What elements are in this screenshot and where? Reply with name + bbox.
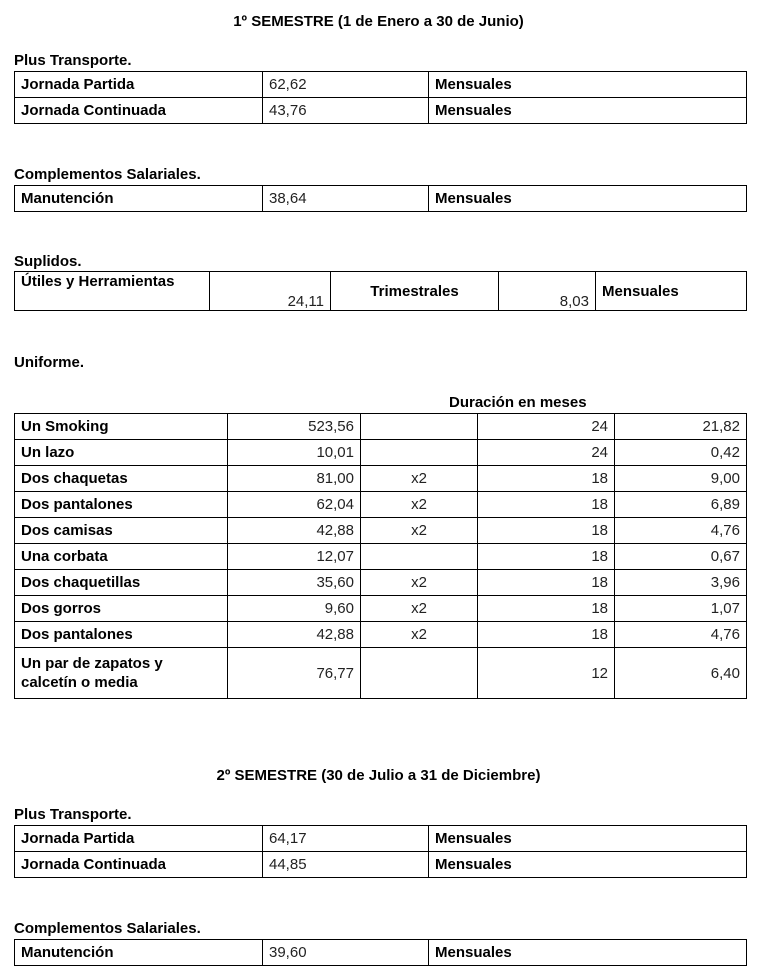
table-row [15, 518, 747, 544]
row-period-2: Mensuales [596, 272, 747, 311]
item-price: 76,77 [228, 648, 361, 699]
table-row [15, 570, 747, 596]
row-value: 64,17 [263, 826, 429, 852]
plus-transporte-table [14, 71, 747, 124]
item-months: 18 [478, 622, 615, 648]
item-price: 62,04 [228, 492, 361, 518]
row-label: Jornada Partida [15, 72, 263, 98]
item-monthly: 0,42 [615, 440, 747, 466]
item-monthly: 4,76 [615, 518, 747, 544]
row-period: Mensuales [429, 826, 747, 852]
item-quantity: x2 [361, 492, 478, 518]
table-row [15, 596, 747, 622]
plus-transporte-heading: Plus Transporte. [14, 52, 132, 69]
row-period-1: Trimestrales [331, 272, 499, 311]
item-months: 18 [478, 596, 615, 622]
item-quantity [361, 648, 478, 699]
row-value: 44,85 [263, 852, 429, 878]
row-label: Manutención [15, 186, 263, 212]
item-name: Dos chaquetas [15, 466, 228, 492]
row-value: 43,76 [263, 98, 429, 124]
table-row [15, 492, 747, 518]
uniforme-heading: Uniforme. [14, 354, 85, 371]
row-period: Mensuales [429, 72, 747, 98]
row-period: Mensuales [429, 98, 747, 124]
item-months: 18 [478, 466, 615, 492]
item-name: Una corbata [15, 544, 228, 570]
item-months: 12 [478, 648, 615, 699]
complementos-heading-2: Complementos Salariales. [14, 920, 201, 937]
table-row [15, 440, 747, 466]
item-months: 18 [478, 544, 615, 570]
table-row [15, 72, 747, 98]
item-name: Dos chaquetillas [15, 570, 228, 596]
item-monthly: 9,00 [615, 466, 747, 492]
item-monthly: 0,67 [615, 544, 747, 570]
item-months: 18 [478, 518, 615, 544]
item-quantity: x2 [361, 518, 478, 544]
row-value: 38,64 [263, 186, 429, 212]
item-name: Un par de zapatos y calcetín o media [15, 648, 228, 699]
item-monthly: 1,07 [615, 596, 747, 622]
semester2-title: 2º SEMESTRE (30 de Julio a 31 de Diciembre) [216, 767, 541, 784]
complementos-heading: Complementos Salariales. [14, 166, 201, 183]
suplidos-table [14, 271, 747, 311]
uniforme-table [14, 413, 747, 699]
item-months: 18 [478, 492, 615, 518]
item-name: Dos pantalones [15, 492, 228, 518]
item-monthly: 6,40 [615, 648, 747, 699]
semester1-title: 1º SEMESTRE (1 de Enero a 30 de Junio) [233, 13, 524, 30]
table-row [15, 826, 747, 852]
table-row [15, 272, 747, 311]
row-value: 24,11 [210, 272, 331, 311]
table-row [15, 186, 747, 212]
row-label: Jornada Partida [15, 826, 263, 852]
plus-transporte-heading-2: Plus Transporte. [14, 806, 132, 823]
item-quantity: x2 [361, 622, 478, 648]
item-quantity: x2 [361, 596, 478, 622]
item-price: 523,56 [228, 414, 361, 440]
item-months: 24 [478, 414, 615, 440]
item-price: 42,88 [228, 622, 361, 648]
item-monthly: 4,76 [615, 622, 747, 648]
item-quantity [361, 440, 478, 466]
row-label: Útiles y Herramientas [15, 272, 210, 311]
table-row [15, 622, 747, 648]
table-row [15, 414, 747, 440]
item-months: 18 [478, 570, 615, 596]
item-quantity [361, 414, 478, 440]
suplidos-heading: Suplidos. [14, 253, 82, 270]
item-monthly: 21,82 [615, 414, 747, 440]
item-name: Dos pantalones [15, 622, 228, 648]
item-price: 35,60 [228, 570, 361, 596]
table-row [15, 852, 747, 878]
item-price: 12,07 [228, 544, 361, 570]
item-name: Dos gorros [15, 596, 228, 622]
complementos-table-2 [14, 939, 747, 966]
item-price: 9,60 [228, 596, 361, 622]
item-quantity [361, 544, 478, 570]
item-name: Un Smoking [15, 414, 228, 440]
row-period: Mensuales [429, 852, 747, 878]
plus-transporte-table-2 [14, 825, 747, 878]
item-name: Un lazo [15, 440, 228, 466]
item-price: 42,88 [228, 518, 361, 544]
row-label: Jornada Continuada [15, 98, 263, 124]
item-monthly: 6,89 [615, 492, 747, 518]
row-label: Jornada Continuada [15, 852, 263, 878]
item-name: Dos camisas [15, 518, 228, 544]
item-months: 24 [478, 440, 615, 466]
complementos-table [14, 185, 747, 212]
table-row [15, 544, 747, 570]
row-value: 39,60 [263, 940, 429, 966]
item-quantity: x2 [361, 570, 478, 596]
item-monthly: 3,96 [615, 570, 747, 596]
item-quantity: x2 [361, 466, 478, 492]
duration-header: Duración en meses [449, 394, 587, 411]
row-label: Manutención [15, 940, 263, 966]
table-row [15, 98, 747, 124]
table-row [15, 648, 747, 699]
item-price: 10,01 [228, 440, 361, 466]
row-period: Mensuales [429, 940, 747, 966]
row-value-2: 8,03 [499, 272, 596, 311]
row-period: Mensuales [429, 186, 747, 212]
table-row [15, 940, 747, 966]
row-value: 62,62 [263, 72, 429, 98]
item-price: 81,00 [228, 466, 361, 492]
table-row [15, 466, 747, 492]
